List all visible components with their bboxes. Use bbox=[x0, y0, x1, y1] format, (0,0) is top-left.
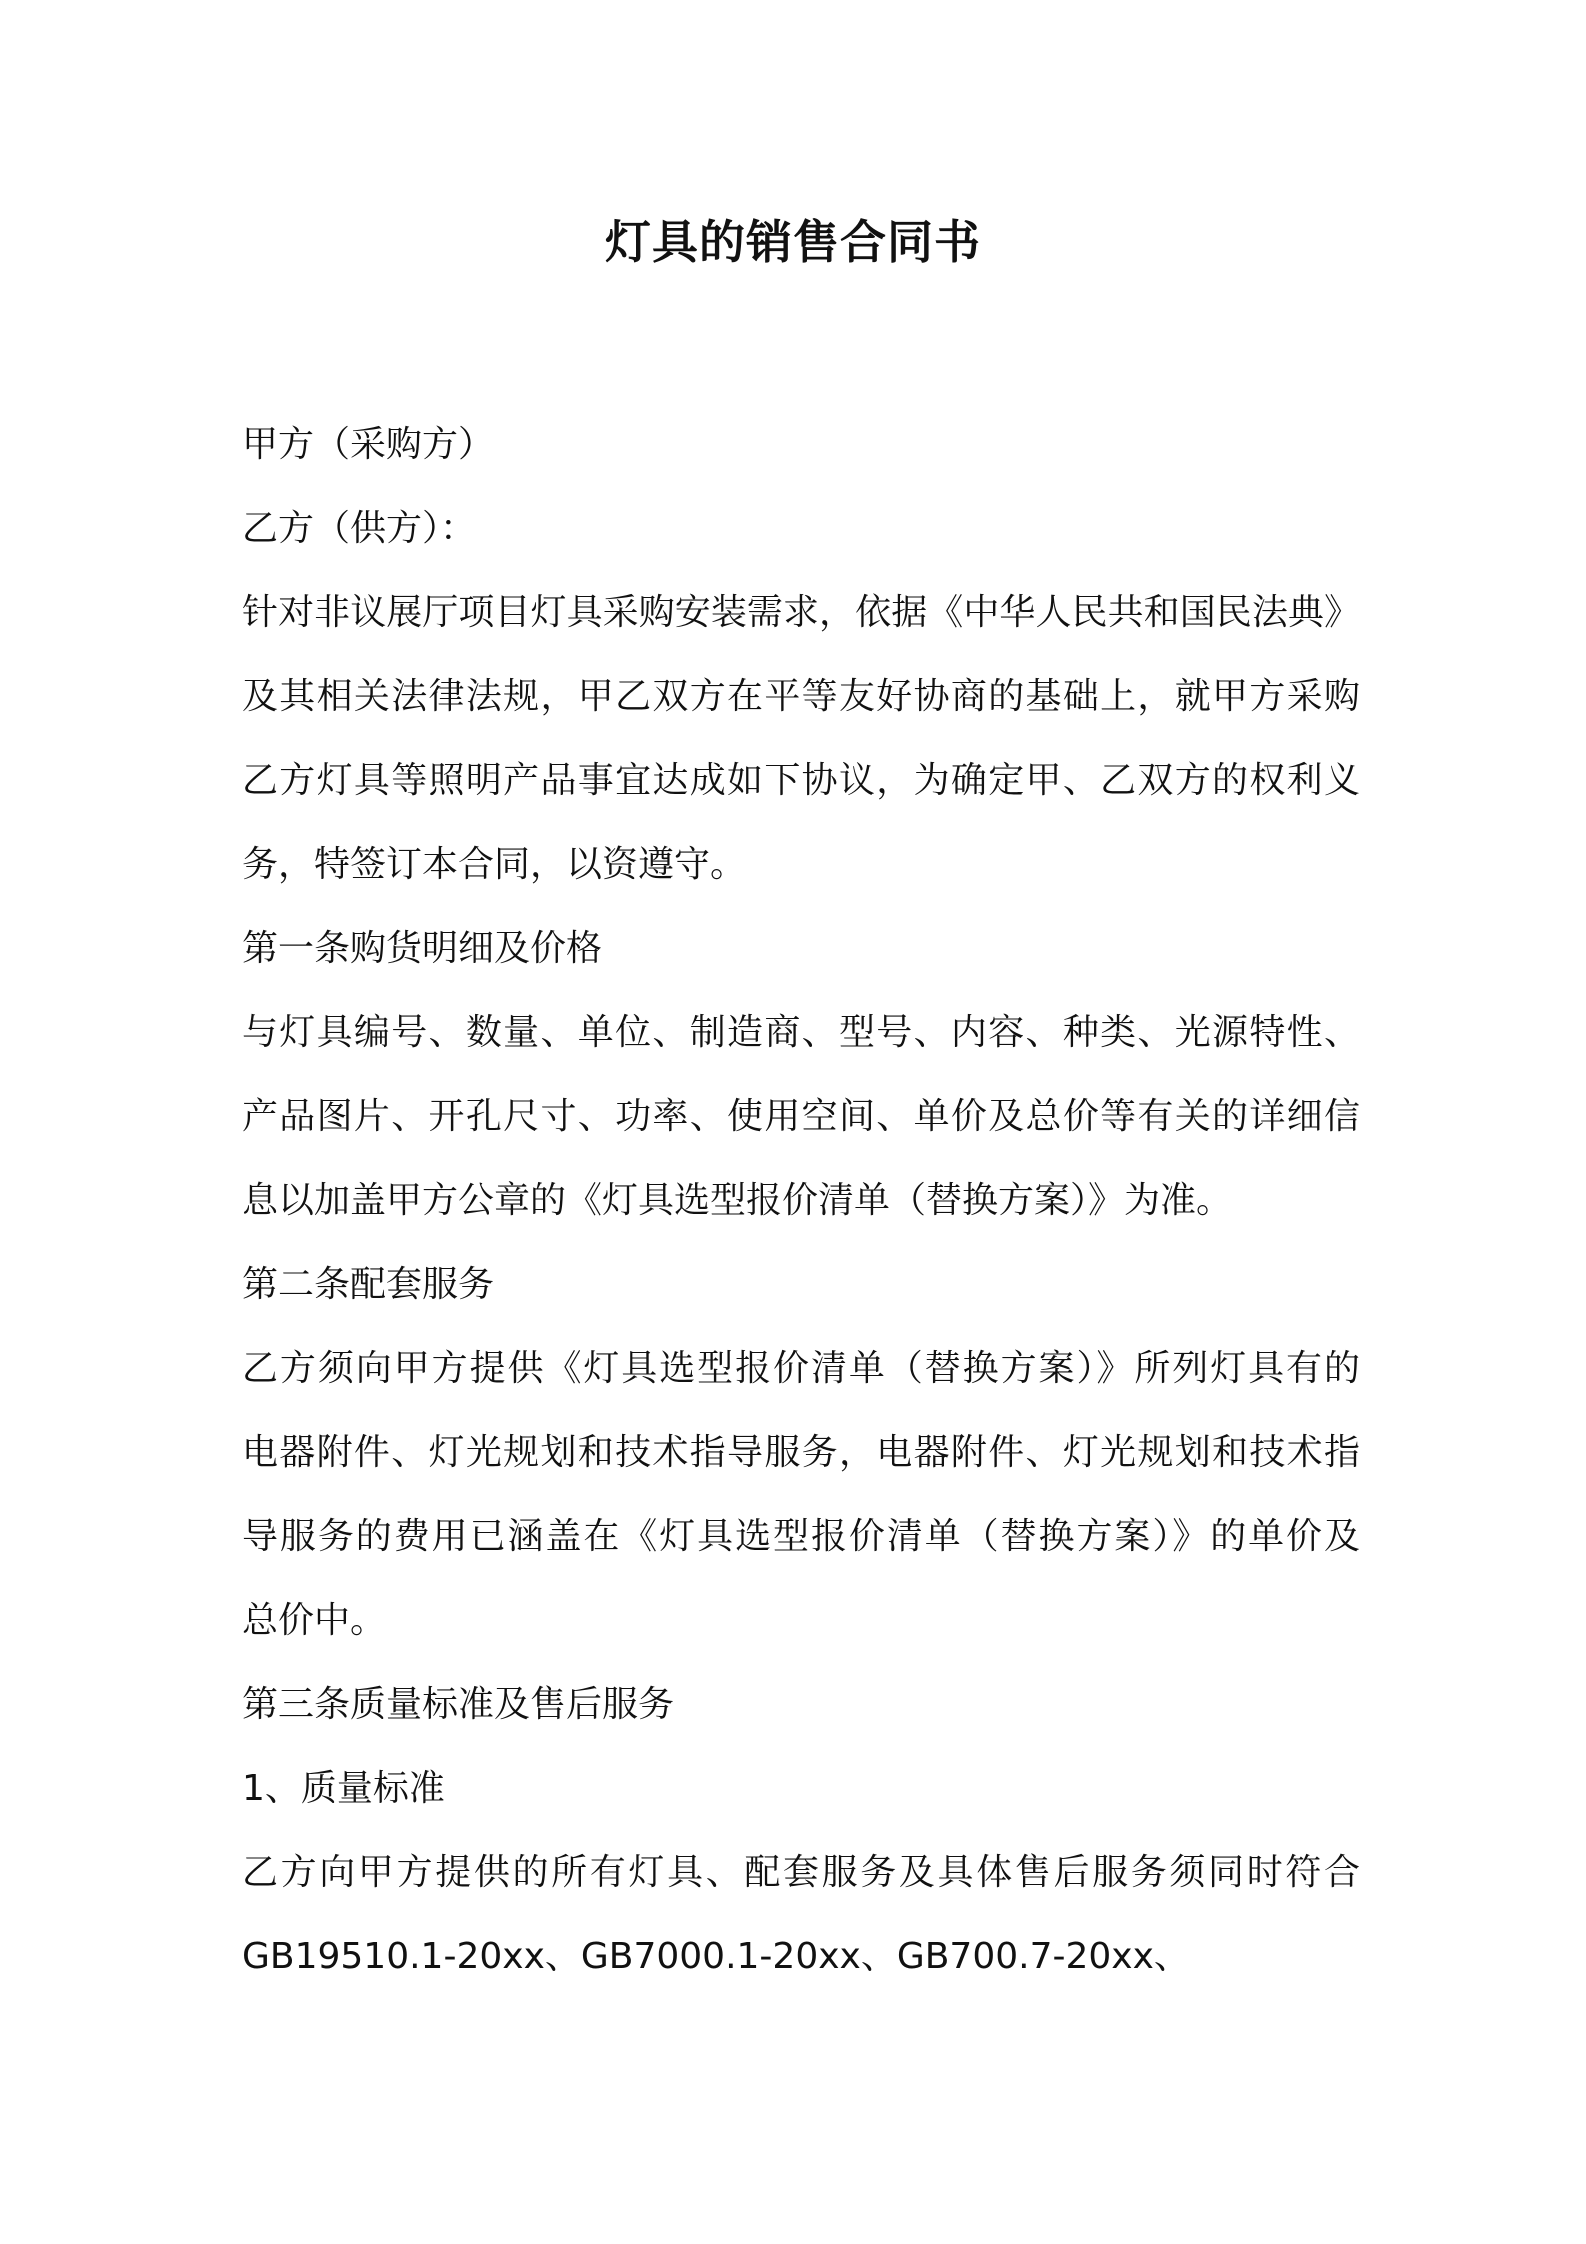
standards-line: GB19510.1-20xx、GB7000.1-20xx、GB700.7-20xx、 bbox=[242, 1936, 1190, 1977]
article-3-text: 乙方向甲方提供的所有灯具、配套服务及具体售后服务须同时符合 bbox=[242, 1852, 1360, 1893]
article-2-text: 导服务的费用已涵盖在《灯具选型报价清单（替换方案）》的单价及 bbox=[242, 1516, 1360, 1557]
article-2-text: 乙方须向甲方提供《灯具选型报价清单（替换方案）》所列灯具有的 bbox=[242, 1348, 1360, 1389]
preamble-line: 务，特签订本合同，以资遵守。 bbox=[242, 844, 747, 885]
article-1-heading: 第一条购货明细及价格 bbox=[242, 928, 603, 969]
preamble-line: 及其相关法律法规，甲乙双方在平等友好协商的基础上，就甲方采购 bbox=[242, 676, 1360, 717]
article-2-text: 电器附件、灯光规划和技术指导服务，电器附件、灯光规划和技术指 bbox=[242, 1432, 1360, 1473]
article-2-text: 总价中。 bbox=[242, 1600, 387, 1641]
party-a-line: 甲方（采购方） bbox=[242, 424, 495, 465]
preamble-line: 乙方灯具等照明产品事宜达成如下协议，为确定甲、乙双方的权利义 bbox=[242, 760, 1360, 801]
article-1-text: 产品图片、开孔尺寸、功率、使用空间、单价及总价等有关的详细信 bbox=[242, 1096, 1360, 1137]
article-1-text: 与灯具编号、数量、单位、制造商、型号、内容、种类、光源特性、 bbox=[242, 1012, 1360, 1053]
document-title: 灯具的销售合同书 bbox=[605, 215, 981, 269]
section-heading: 1、质量标准 bbox=[242, 1768, 445, 1809]
party-b-line: 乙方（供方）： bbox=[242, 508, 477, 549]
preamble-line: 针对非议展厅项目灯具采购安装需求，依据《中华人民共和国民法典》 bbox=[242, 592, 1360, 633]
article-3-heading: 第三条质量标准及售后服务 bbox=[242, 1684, 675, 1725]
article-2-heading: 第二条配套服务 bbox=[242, 1264, 495, 1305]
document-body bbox=[242, 403, 1360, 1999]
article-1-text: 息以加盖甲方公章的《灯具选型报价清单（替换方案）》为准。 bbox=[242, 1180, 1233, 1221]
